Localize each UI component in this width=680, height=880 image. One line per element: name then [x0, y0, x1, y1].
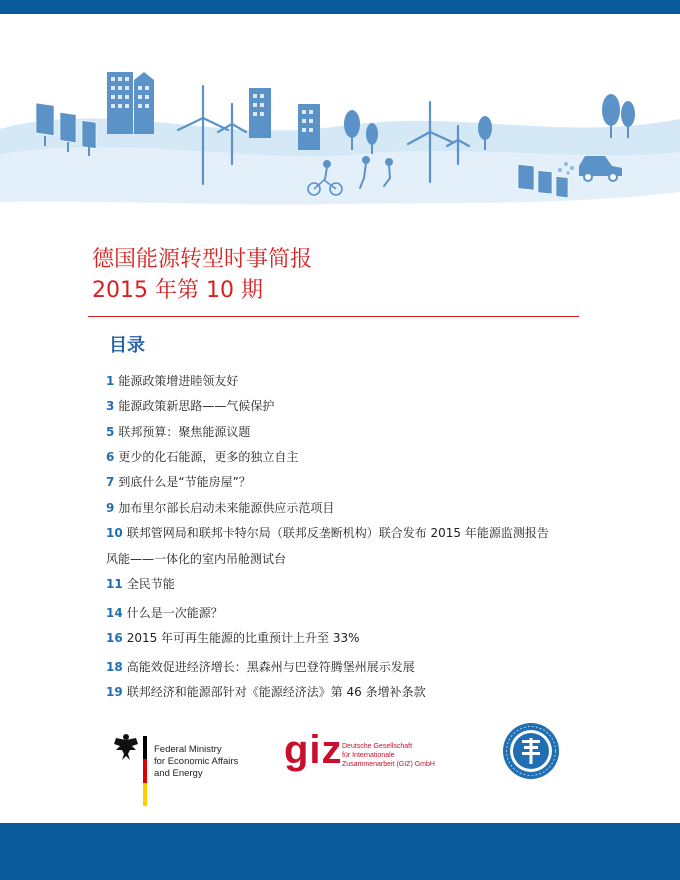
toc-entry[interactable]: [106, 576, 175, 592]
toc-entry-text: 风能——一体化的室内吊舱测试台: [106, 552, 287, 566]
toc-entry[interactable]: [106, 500, 334, 516]
toc-entry-text: 什么是一次能源？: [126, 606, 223, 620]
toc-entry-text: 联邦预算：聚焦能源议题: [118, 425, 251, 439]
eagle-icon: [112, 732, 140, 762]
toc-entry[interactable]: [106, 449, 298, 465]
toc-page-number: 7: [106, 475, 115, 489]
bmwi-line-1: Federal Ministry: [154, 744, 222, 755]
toc-entry-text: 加布里尔部长启动未来能源供应示范项目: [118, 501, 335, 515]
toc-entry[interactable]: [106, 398, 274, 414]
toc-entry[interactable]: [106, 630, 360, 646]
giz-logo: [284, 728, 464, 788]
toc-page-number: 16: [106, 631, 123, 645]
toc-entry-text: 2015 年可再生能源的比重预计上升至 33%: [126, 631, 360, 645]
toc-entry[interactable]: [106, 424, 250, 440]
toc-entry-text: 到底什么是“节能房屋”？: [118, 475, 251, 489]
toc-page-number: 9: [106, 501, 115, 515]
toc-heading: 目录: [109, 335, 145, 356]
toc-entry-text: 联邦经济和能源部针对《能源经济法》第 46 条增补条款: [126, 685, 426, 699]
bmwi-logo: [112, 732, 252, 798]
toc-entry[interactable]: [106, 373, 238, 389]
toc-entry[interactable]: [106, 684, 426, 700]
toc-entry-text: 能源政策新思路——气候保护: [118, 399, 275, 413]
toc-entry[interactable]: [106, 659, 415, 675]
title-line-1: 德国能源转型时事简报: [92, 247, 313, 272]
title-line-2: 2015 年第 10 期: [92, 278, 263, 303]
bmwi-line-3: and Energy: [154, 768, 203, 779]
toc-entry-text: 高能效促进经济增长：黑森州与巴登符腾堡州展示发展: [126, 660, 415, 674]
title-divider: [88, 316, 579, 317]
toc-entry[interactable]: [106, 551, 286, 567]
header-illustration: [0, 14, 680, 214]
toc-entry-text: 能源政策增进睦领友好: [118, 374, 239, 388]
toc-page-number: 18: [106, 660, 123, 674]
giz-name: [342, 742, 435, 769]
toc-page-number: 6: [106, 450, 115, 464]
toc-entry[interactable]: [106, 525, 549, 541]
toc-page-number: 10: [106, 526, 123, 540]
document-title: [92, 244, 312, 306]
toc-page-number: 3: [106, 399, 115, 413]
partner-logos: [0, 722, 680, 812]
toc-page-number: 14: [106, 606, 123, 620]
toc-page-number: 5: [106, 425, 115, 439]
toc-page-number: 19: [106, 685, 123, 699]
bmwi-line-2: for Economic Affairs: [154, 756, 239, 767]
top-bar: [0, 0, 680, 14]
toc-entry[interactable]: [106, 474, 251, 490]
giz-wordmark: giz: [284, 728, 343, 772]
bmwi-name: [154, 744, 238, 780]
giz-line-2: für Internationale: [342, 752, 395, 759]
toc-entry[interactable]: [106, 605, 223, 621]
toc-entry-text: 全民节能: [126, 577, 175, 591]
toc-page-number: 11: [106, 577, 123, 591]
german-flag-stripe: [143, 736, 147, 806]
toc-entry-text: 联邦管网局和联邦卡特尔局（联邦反垄断机构）联合发布 2015 年能源监测报告: [126, 526, 549, 540]
giz-line-3: Zusammenarbeit (GIZ) GmbH: [342, 761, 435, 768]
giz-line-1: Deutsche Gesellschaft: [342, 743, 413, 750]
energy-center-seal-icon: [502, 722, 560, 780]
toc-entry-text: 更少的化石能源，更多的独立自主: [118, 450, 299, 464]
toc-page-number: 1: [106, 374, 115, 388]
bottom-bar: [0, 823, 680, 880]
